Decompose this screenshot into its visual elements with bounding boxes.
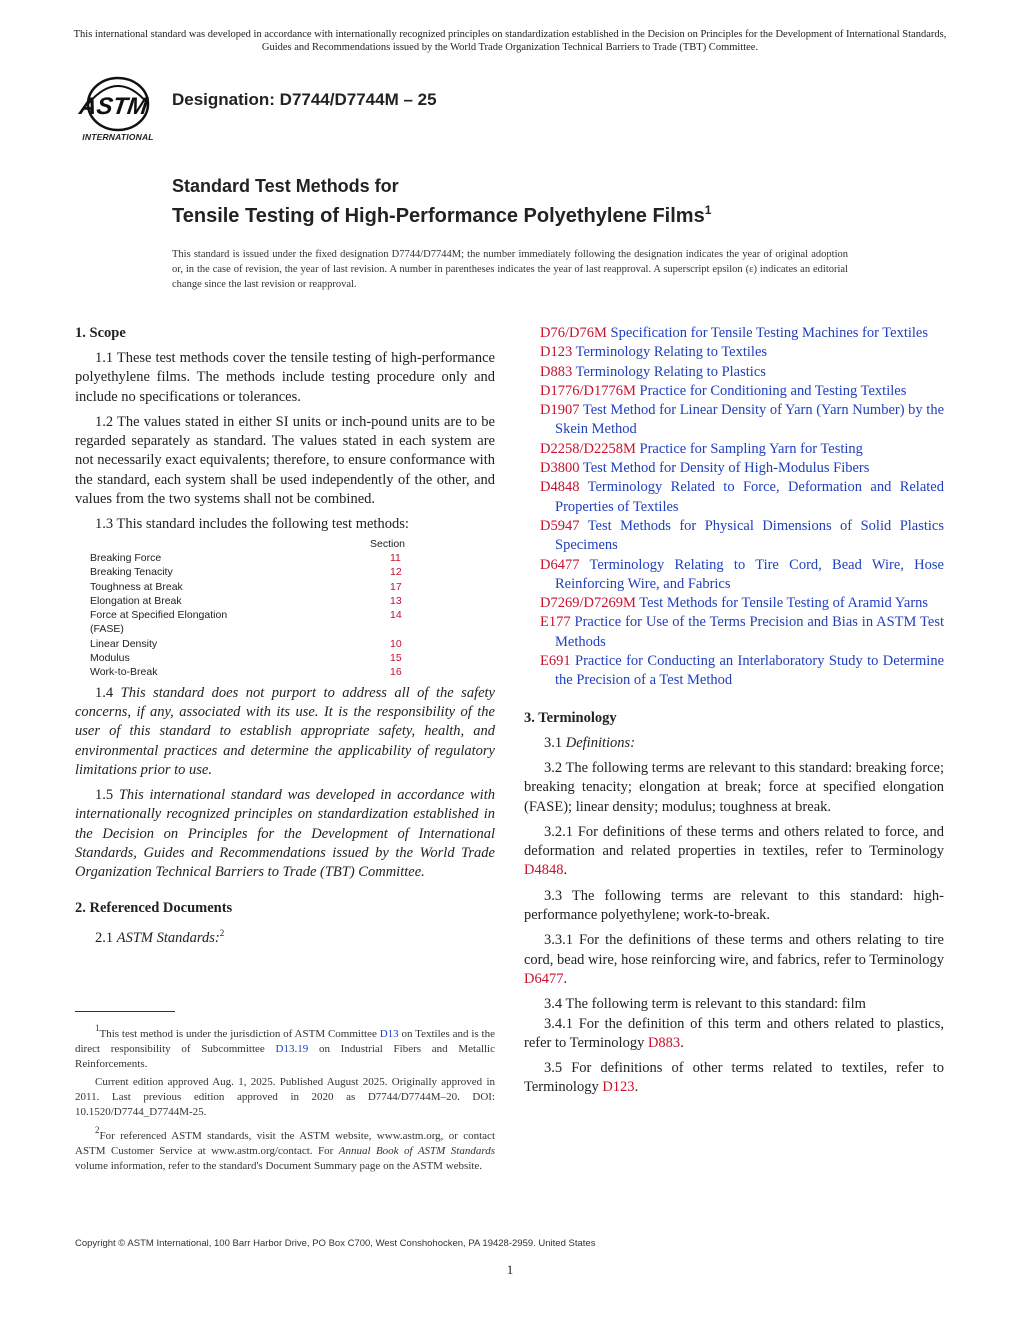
method-section-link[interactable]: 16 (390, 666, 402, 679)
reference-list (524, 324, 944, 691)
reference-title-link[interactable]: Test Methods for Physical Dimensions of Solid Plastics Specimens (555, 517, 945, 554)
scope-heading: 1. Scope (75, 325, 126, 341)
method-name: Force at Specified Elongation (FASE) (90, 609, 228, 636)
table-row (90, 551, 490, 565)
para-1-2: 1.2 The values stated in either SI units or inch-pound units are to be regarded separately as standard. The values stated in each system are not necessarily exact equivalents; therefore, to ensure conformance with the standard, each system shall be used independently of the other, and values from the two systems shall not be combined. (75, 413, 495, 508)
table-row (90, 665, 490, 679)
para-1-4-text: This standard does not purport to address all of the safety concerns, if any, associated with its use. It is the responsibility of the user of this standard to establish appropriate safety, health, and environmental practices and determine the applicability of regulatory limitations prior to use. (75, 684, 495, 778)
copyright: Copyright © ASTM International, 100 Barr Harbor Drive, PO Box C700, West Conshohocken, PA 19428-2959. United States (75, 1238, 596, 1249)
reference-title-link[interactable]: Practice for Use of the Terms Precision and Bias in ASTM Test Methods (555, 614, 944, 650)
methods-table (90, 537, 490, 680)
title-line2-text: Tensile Testing of High-Performance Polyethylene Films (172, 205, 705, 227)
footnote-2-mark: 2 (219, 927, 225, 938)
ref-link-d123[interactable]: D123 (602, 1079, 635, 1096)
footnotes (75, 1021, 495, 1177)
ref-link-d6477[interactable]: D6477 (524, 970, 564, 987)
footnote-divider (75, 1011, 175, 1012)
method-name: Modulus (90, 652, 130, 665)
method-name: Elongation at Break (90, 594, 182, 607)
table-row (90, 580, 490, 594)
para-2-1-text: ASTM Standards: (116, 929, 220, 946)
reference-title-link[interactable]: Terminology Relating to Plastics (575, 363, 766, 380)
method-name: Work-to-Break (90, 666, 158, 679)
reference-code-link[interactable]: E177 (540, 614, 571, 631)
reference-title-link[interactable]: Test Methods for Tensile Testing of Aramid Yarns (639, 595, 929, 612)
issue-note: This standard is issued under the fixed designation D7744/D7744M; the number immediately following the designation indicates the year of original adoption or, in the case of revision, the year of last revision. A number in parentheses indicates the year of last reapproval. A superscript epsilon (ε) indicates an editorial change since the last revision or reapproval. (172, 249, 848, 290)
para-1-3: 1.3 This standard includes the following test methods: (95, 516, 409, 533)
reference-item (524, 401, 944, 440)
footnote-1-edition: Current edition approved Aug. 1, 2025. Published August 2025. Originally approved in 2011. Last previous edition approved in 2020 as D7744/D7744M–20. DOI: 10.1520/D7744_D7744M-25. (75, 1076, 495, 1118)
table-row (90, 637, 490, 651)
reference-code-link[interactable]: D5947 (540, 517, 580, 534)
reference-title-link[interactable]: Terminology Relating to Textiles (575, 344, 768, 361)
para-3-3-1 (524, 931, 944, 989)
method-section-link[interactable]: 17 (390, 580, 402, 593)
para-3-4-1-text: 3.4.1 For the definition of this term and others related to plastics, refer to Terminology (524, 1015, 944, 1051)
footnote-2-italic: Annual Book of ASTM Standards (338, 1145, 496, 1157)
astm-logo (76, 74, 160, 144)
reference-title-link[interactable]: Test Method for Linear Density of Yarn (Yarn Number) by the Skein Method (555, 402, 945, 438)
title-line1: Standard Test Methods for (172, 176, 399, 196)
reference-item (524, 556, 944, 595)
reference-item (524, 382, 944, 401)
para-3-1 (524, 734, 944, 753)
para-3-2-1 (524, 823, 944, 881)
reference-code-link[interactable]: D883 (540, 363, 573, 380)
page-number: 1 (506, 1262, 514, 1277)
period: . (680, 1034, 684, 1051)
para-1-1: 1.1 These test methods cover the tensile testing of high-performance polyethylene films. The methods include testing procedure only and include no specifications or tolerances. (75, 350, 495, 405)
para-3-4-1 (524, 1015, 944, 1054)
reference-code-link[interactable]: D7269/D7269M (540, 595, 636, 612)
terminology-heading: 3. Terminology (524, 709, 617, 726)
reference-item (524, 652, 944, 691)
title-block (172, 175, 932, 229)
method-name: Breaking Tenacity (90, 566, 173, 579)
para-1-4 (75, 684, 495, 780)
para-2-1 (75, 924, 495, 948)
method-name: Linear Density (90, 637, 158, 650)
para-1-5 (75, 786, 495, 882)
reference-item (524, 594, 944, 613)
table-row (90, 594, 490, 608)
footnote-2-text-a: For referenced ASTM standards, visit the ASTM website, www.astm.org, or contact ASTM Customer Service at www.astm.org/contact. For (75, 1130, 495, 1157)
method-section-link[interactable]: 10 (390, 637, 402, 650)
reference-item (524, 343, 944, 362)
logo-text: INTERNATIONAL (82, 132, 154, 142)
footnote-1-text-c: on Industrial Fibers and Metallic Reinforcements. (75, 1043, 495, 1070)
para-1-5-text: This international standard was developed in accordance with internationally recognized principles on standardization established in the Decision on Principles for the Development of International Standards, Guides and Recommendations issued by the World Trade Organization Technical Barriers to Trade (TBT) Committee. (75, 787, 495, 881)
reference-code-link[interactable]: D1776/D1776M (540, 382, 636, 399)
reference-item (524, 324, 944, 343)
committee-link[interactable]: D13 (379, 1028, 399, 1040)
title-footnote-mark: 1 (704, 203, 712, 217)
method-section-link[interactable]: 15 (390, 652, 402, 665)
title-line2 (172, 197, 932, 229)
designation: Designation: D7744/D7744M – 25 (172, 90, 437, 109)
reference-code-link[interactable]: E691 (540, 653, 571, 670)
reference-title-link[interactable]: Specification for Tensile Testing Machines for Textiles (610, 325, 928, 341)
method-name: Breaking Force (90, 551, 162, 564)
para-3-1-text: Definitions: (565, 734, 636, 751)
period: . (563, 862, 568, 879)
reference-item (524, 459, 944, 478)
astm-logo-icon (76, 74, 160, 132)
reference-code-link[interactable]: D4848 (540, 479, 580, 496)
table-row (90, 651, 490, 665)
reference-code-link[interactable]: D2258/D2258M (540, 440, 636, 457)
method-name: Toughness at Break (90, 580, 183, 593)
para-1-5-num: 1.5 (95, 787, 114, 804)
right-column (524, 324, 944, 1104)
ref-link-d4848[interactable]: D4848 (524, 862, 564, 879)
footnote-2 (75, 1123, 495, 1174)
method-section-link[interactable]: 11 (390, 551, 401, 564)
left-column (75, 324, 495, 954)
para-3-2-1-text: 3.2.1 For definitions of these terms and others related to force, and deformation and related properties in textiles, refer to Terminology (524, 823, 944, 860)
footnote-2-text-b: volume information, refer to the standard's Document Summary page on the ASTM website. (75, 1160, 483, 1172)
para-3-2: 3.2 The following terms are relevant to this standard: breaking force; breaking tenacity; elongation at break; force at specified elongation (FASE); linear density; modulus; toughness at break. (524, 759, 944, 815)
reference-title-link[interactable]: Terminology Relating to Tire Cord, Bead Wire, Hose Reinforcing Wire, and Fabrics (555, 556, 944, 592)
method-section-link[interactable]: 13 (390, 594, 402, 607)
reference-item (524, 517, 944, 556)
reference-code-link[interactable]: D6477 (540, 556, 580, 573)
reference-title-link[interactable]: Practice for Conditioning and Testing Textiles (639, 382, 907, 399)
para-3-3-1-text: 3.3.1 For the definitions of these terms and others relating to tire cord, bead wire, hose reinforcing wire, and fabrics, refer to Terminology (524, 932, 944, 968)
table-row (90, 608, 490, 637)
footnote-1 (75, 1021, 495, 1072)
para-3-3: 3.3 The following terms are relevant to this standard: high-performance polyethylene; work-to-break. (524, 887, 944, 924)
footnote-2-mark-bottom: 2 (95, 1125, 100, 1135)
para-3-1-num: 3.1 (544, 734, 563, 751)
reference-item (524, 478, 944, 517)
reference-code-link[interactable]: D3800 (540, 460, 580, 477)
reference-code-link[interactable]: D123 (540, 344, 573, 361)
reference-item (524, 440, 944, 459)
top-notice: This international standard was developed in accordance with internationally recognized principles on standardization established in the Decision on Principles for the Development of International Standards, Guides and Recommendations issued by the World Trade Organization Technical Barriers to Trade (TBT) Committee. (73, 29, 947, 53)
reference-title-link[interactable]: Terminology Related to Force, Deformation and Related Properties of Textiles (555, 479, 944, 515)
para-3-5-text: 3.5 For definitions of other terms related to textiles, refer to Terminology (524, 1060, 944, 1096)
para-2-1-num: 2.1 (95, 929, 114, 946)
methods-table-header: Section (370, 537, 406, 550)
period: . (563, 970, 568, 987)
reference-code-link[interactable]: D76/D76M (540, 325, 607, 341)
referenced-heading: 2. Referenced Documents (75, 899, 233, 916)
reference-title-link[interactable]: Practice for Conducting an Interlaboratory Study to Determine the Precision of a Test Method (555, 653, 944, 689)
method-section-link[interactable]: 14 (390, 609, 402, 622)
subcommittee-link[interactable]: D13.19 (275, 1043, 309, 1055)
reference-title-link[interactable]: Test Method for Density of High-Modulus Fibers (582, 460, 870, 477)
reference-item (524, 613, 944, 652)
para-3-4: 3.4 The following term is relevant to this standard: film (544, 996, 866, 1013)
astm-logo-letters: ASTM (77, 93, 150, 120)
reference-item (524, 363, 944, 382)
footnote-1-text-b: on Textiles and is the direct responsibility of Subcommittee (75, 1028, 495, 1055)
ref-link-d883[interactable]: D883 (647, 1034, 681, 1051)
method-section-link[interactable]: 12 (390, 566, 402, 579)
reference-title-link[interactable]: Practice for Sampling Yarn for Testing (639, 440, 863, 457)
para-3-5 (524, 1059, 944, 1098)
table-row (90, 565, 490, 579)
reference-code-link[interactable]: D1907 (540, 402, 580, 419)
period: . (634, 1079, 639, 1096)
footnote-1-mark: 1 (95, 1023, 100, 1033)
footnote-1-text-a: This test method is under the jurisdiction of ASTM Committee (99, 1028, 377, 1040)
para-1-4-num: 1.4 (95, 684, 114, 701)
